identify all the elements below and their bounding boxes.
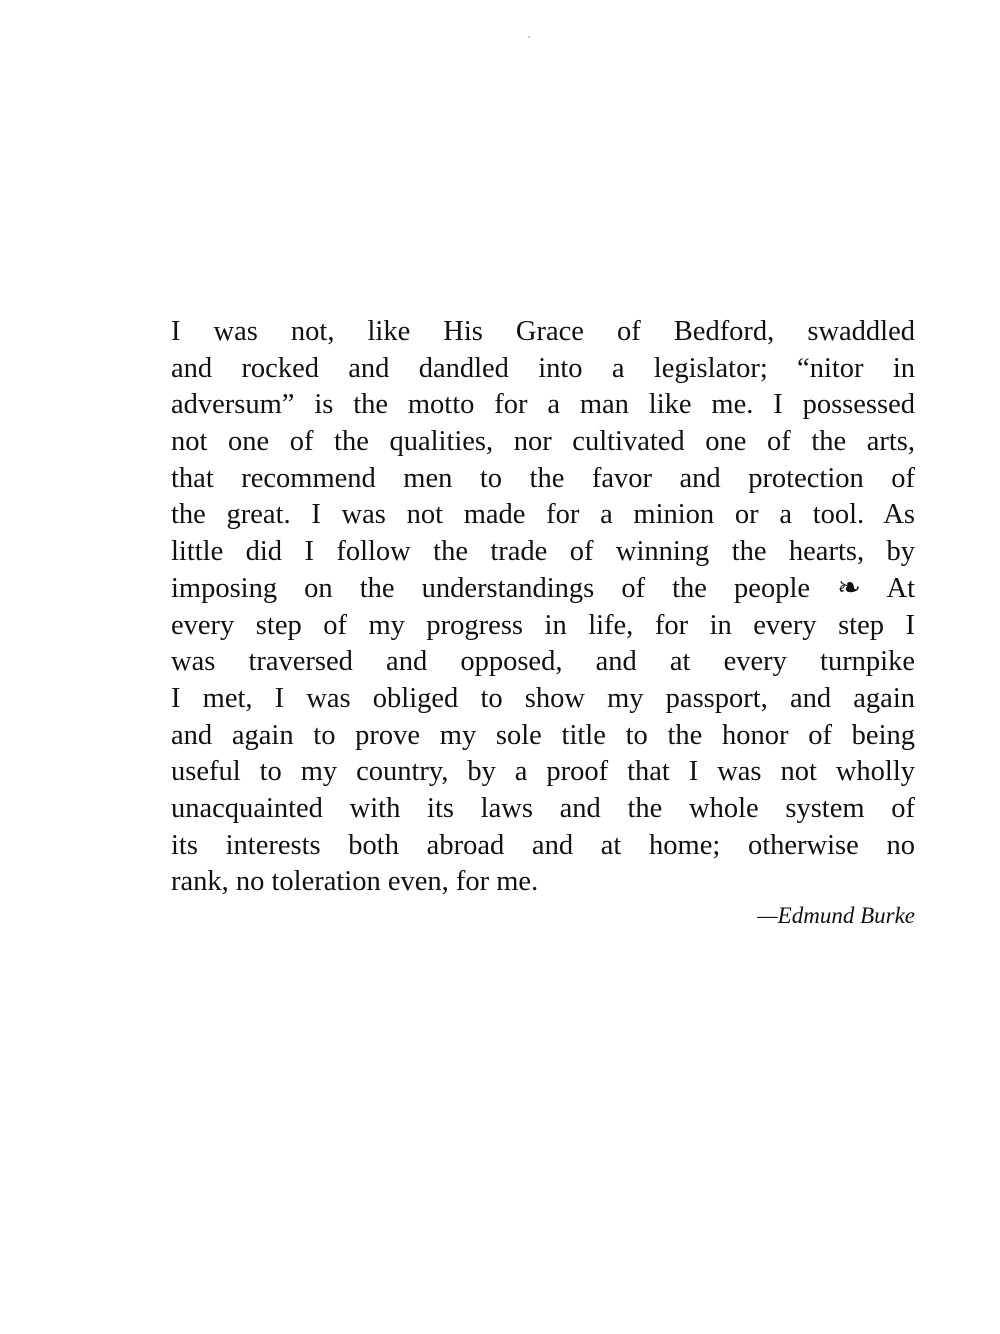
quote-line-7: little did I follow the trade of winning the hearts, by <box>171 536 915 568</box>
quote-line-16: rank, no toleration even, for me. <box>171 866 539 898</box>
quote-line-10: was traversed and opposed, and at every turnpike <box>171 646 915 678</box>
quote-line-12: and again to prove my sole title to the honor of being <box>171 719 915 751</box>
quote-line-1: I was not, like His Grace of Bedford, swaddled <box>171 316 915 347</box>
quote-line-9: every step of my progress in life, for in every step I <box>171 609 915 641</box>
quote-attribution: —Edmund Burke <box>757 903 915 928</box>
quote-line-6: the great. I was not made for a minion or a tool. As <box>171 499 915 531</box>
quote-paragraph <box>171 314 915 901</box>
quote-line-2: and rocked and dandled into a legislator; “nitor in <box>171 352 915 384</box>
quote-line-8: imposing on the understandings of the people ❧ At <box>171 572 915 604</box>
quote-line-11: I met, I was obliged to show my passport, and again <box>171 682 915 714</box>
quote-line-4: not one of the qualities, nor cultivated one of the arts, <box>171 426 915 458</box>
quote-line-5: that recommend men to the favor and protection of <box>171 462 915 494</box>
quote-line-14: unacquainted with its laws and the whole system of <box>171 792 915 824</box>
quote-line-15: its interests both abroad and at home; otherwise no <box>171 829 915 861</box>
quote-line-13: useful to my country, by a proof that I was not wholly <box>171 756 915 788</box>
quote-line-3: adversum” is the motto for a man like me. I possessed <box>171 389 915 421</box>
paper-speck <box>528 36 530 38</box>
